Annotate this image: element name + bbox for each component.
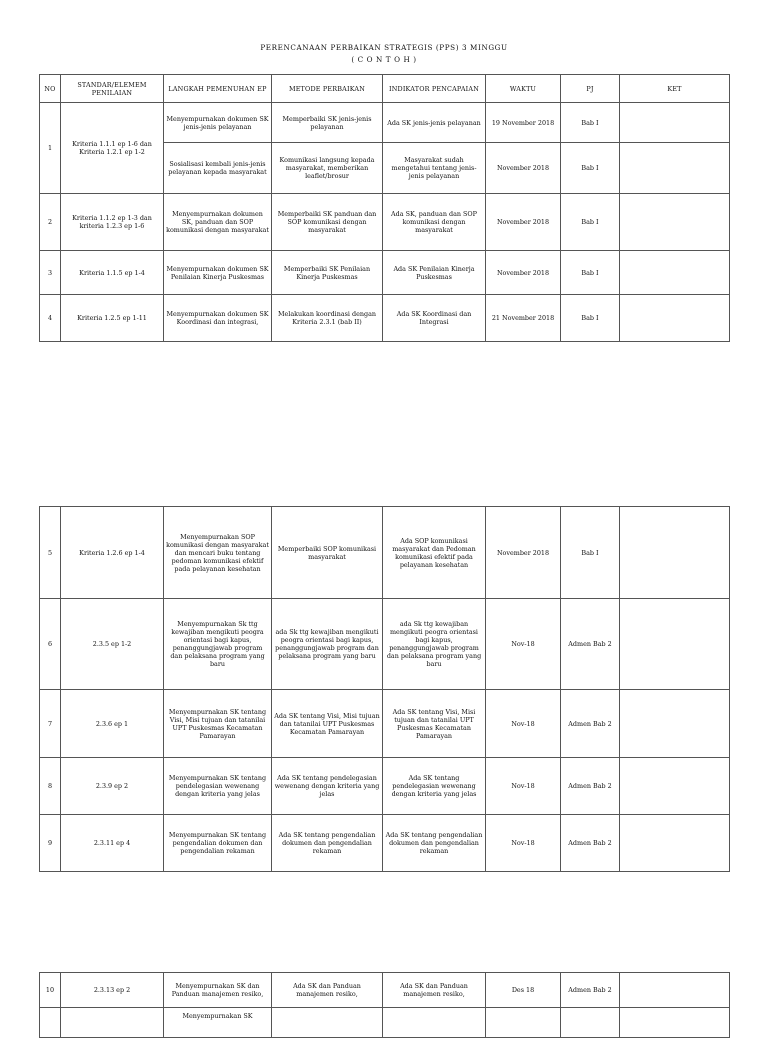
cell-no — [40, 1008, 61, 1038]
cell-metode — [272, 1008, 383, 1038]
cell-metode: Memperbaiki SK Penilaian Kinerja Puskesmas — [272, 251, 383, 295]
cell-waktu: Nov-18 — [486, 599, 561, 690]
header-metode: METODE PERBAIKAN — [272, 75, 383, 103]
cell-metode: Melakukan koordinasi dengan Kriteria 2.3.1 (bab II) — [272, 295, 383, 342]
table-row — [40, 251, 730, 295]
cell-ket — [620, 973, 730, 1008]
cell-ket — [620, 295, 730, 342]
cell-standar: Kriteria 1.2.6 ep 1-4 — [61, 507, 164, 599]
cell-waktu: Nov-18 — [486, 690, 561, 758]
cell-waktu: November 2018 — [486, 194, 561, 251]
cell-standar: 2.3.13 ep 2 — [61, 973, 164, 1008]
cell-langkah: Menyempurnakan dokumen SK Penilaian Kinerja Puskesmas — [164, 251, 272, 295]
cell-standar — [61, 1008, 164, 1038]
page-subtitle: ( C O N T O H ) — [351, 55, 417, 64]
cell-standar: 2.3.11 ep 4 — [61, 815, 164, 872]
cell-langkah: Menyempurnakan SK tentang pendelegasian wewenang dengan kriteria yang jelas — [164, 758, 272, 815]
cell-waktu: Nov-18 — [486, 758, 561, 815]
cell-indikator: Ada SK jenis-jenis pelayanan — [383, 103, 486, 143]
cell-pj: Admen Bab 2 — [561, 758, 620, 815]
cell-ket — [620, 103, 730, 143]
cell-no: 8 — [40, 758, 61, 815]
cell-standar: Kriteria 1.1.5 ep 1-4 — [61, 251, 164, 295]
cell-waktu: November 2018 — [486, 143, 561, 194]
cell-langkah: Menyempurnakan SOP komunikasi dengan masyarakat dan mencari buku tentang pedoman komunikasi efektif pada pelayanan kesehatan — [164, 507, 272, 599]
cell-langkah: Menyempurnakan dokumen SK Koordinasi dan integrasi, — [164, 295, 272, 342]
cell-indikator: Ada SK tentang pendelegasian wewenang dengan kriteria yang jelas — [383, 758, 486, 815]
pps-table-section-2 — [39, 506, 730, 872]
cell-pj — [561, 1008, 620, 1038]
cell-ket — [620, 507, 730, 599]
cell-metode: Memperbaiki SOP komunikasi masyarakat — [272, 507, 383, 599]
cell-no: 10 — [40, 973, 61, 1008]
cell-waktu: Des 18 — [486, 973, 561, 1008]
header-no: NO — [40, 75, 61, 103]
header-waktu: WAKTU — [486, 75, 561, 103]
cell-indikator: Masyarakat sudah mengetahui tentang jenis-jenis pelayanan — [383, 143, 486, 194]
cell-ket — [620, 251, 730, 295]
page-title: PERENCANAAN PERBAIKAN STRATEGIS (PPS) 3 MINGGU — [260, 43, 508, 52]
cell-ket — [620, 815, 730, 872]
cell-pj: Bab I — [561, 507, 620, 599]
cell-ket — [620, 599, 730, 690]
table-row — [40, 1008, 730, 1038]
cell-no: 5 — [40, 507, 61, 599]
cell-waktu: Nov-18 — [486, 815, 561, 872]
cell-metode: Memperbaiki SK jenis-jenis pelayanan — [272, 103, 383, 143]
table-row — [40, 507, 730, 599]
header-pj: PJ — [561, 75, 620, 103]
cell-indikator: Ada SK Penilaian Kinerja Puskesmas — [383, 251, 486, 295]
cell-langkah: Menyempurnakan SK tentang Visi, Misi tujuan dan tatanilai UPT Puskesmas Kecamatan Pamarayan — [164, 690, 272, 758]
cell-pj: Bab I — [561, 103, 620, 143]
cell-metode: Ada SK dan Panduan manajemen resiko, — [272, 973, 383, 1008]
table-row — [40, 758, 730, 815]
table-row — [40, 599, 730, 690]
cell-indikator: Ada SK tentang Visi, Misi tujuan dan tatanilai UPT Puskesmas Kecamatan Pamarayan — [383, 690, 486, 758]
table-row — [40, 194, 730, 251]
cell-ket — [620, 143, 730, 194]
cell-waktu: 21 November 2018 — [486, 295, 561, 342]
cell-ket — [620, 194, 730, 251]
cell-indikator: Ada SK Koordinasi dan Integrasi — [383, 295, 486, 342]
table-row — [40, 690, 730, 758]
cell-pj: Bab I — [561, 194, 620, 251]
cell-waktu: 19 November 2018 — [486, 103, 561, 143]
cell-metode: Ada SK tentang pendelegasian wewenang dengan kriteria yang jelas — [272, 758, 383, 815]
cell-langkah: Menyempurnakan SK dan Panduan manajemen resiko, — [164, 973, 272, 1008]
cell-langkah: Sosialisasi kembali jenis-jenis pelayanan kepada masyarakat — [164, 143, 272, 194]
cell-pj: Bab I — [561, 295, 620, 342]
cell-indikator: Ada SK tentang pengendalian dokumen dan pengendalian rekaman — [383, 815, 486, 872]
header-standar: STANDAR/ELEMEM PENILAIAN — [61, 75, 164, 103]
cell-waktu — [486, 1008, 561, 1038]
cell-no: 2 — [40, 194, 61, 251]
cell-standar: 2.3.9 ep 2 — [61, 758, 164, 815]
cell-standar: 2.3.5 ep 1-2 — [61, 599, 164, 690]
cell-indikator: Ada SOP komunikasi masyarakat dan Pedoman komunikasi efektif pada pelayanan kesehatan — [383, 507, 486, 599]
cell-pj: Admen Bab 2 — [561, 815, 620, 872]
cell-pj: Admen Bab 2 — [561, 973, 620, 1008]
cell-ket — [620, 1008, 730, 1038]
cell-no: 6 — [40, 599, 61, 690]
cell-indikator — [383, 1008, 486, 1038]
cell-langkah: Menyempurnakan SK — [164, 1008, 272, 1038]
cell-metode: Memperbaiki SK panduan dan SOP komunikasi dengan masyarakat — [272, 194, 383, 251]
cell-waktu: November 2018 — [486, 507, 561, 599]
cell-langkah: Menyempurnakan SK tentang pengendalian dokumen dan pengendalian rekaman — [164, 815, 272, 872]
cell-no: 1 — [40, 103, 61, 194]
cell-standar: Kriteria 1.1.2 ep 1-3 dan kriteria 1.2.3 ep 1-6 — [61, 194, 164, 251]
cell-standar: Kriteria 1.2.5 ep 1-11 — [61, 295, 164, 342]
table-row — [40, 295, 730, 342]
cell-pj: Admen Bab 2 — [561, 690, 620, 758]
table-row — [40, 103, 730, 143]
cell-standar: Kriteria 1.1.1 ep 1-6 dan Kriteria 1.2.1 ep 1-2 — [61, 103, 164, 194]
cell-ket — [620, 690, 730, 758]
cell-no: 9 — [40, 815, 61, 872]
pps-table-section-1 — [39, 74, 730, 342]
pps-table-section-3 — [39, 972, 730, 1038]
cell-pj: Bab I — [561, 251, 620, 295]
cell-pj: Bab I — [561, 143, 620, 194]
table-row — [40, 815, 730, 872]
cell-langkah: Menyempurnakan dokumen SK, panduan dan SOP komunikasi dengan masyarakat — [164, 194, 272, 251]
cell-standar: 2.3.6 ep 1 — [61, 690, 164, 758]
header-indikator: INDIKATOR PENCAPAIAN — [383, 75, 486, 103]
cell-indikator: Ada SK dan Panduan manajemen resiko, — [383, 973, 486, 1008]
table-row — [40, 973, 730, 1008]
cell-no: 7 — [40, 690, 61, 758]
cell-metode: Ada SK tentang pengendalian dokumen dan pengendalian rekaman — [272, 815, 383, 872]
table-header-row — [40, 75, 730, 103]
cell-pj: Admen Bab 2 — [561, 599, 620, 690]
cell-indikator: Ada SK, panduan dan SOP komunikasi dengan masyarakat — [383, 194, 486, 251]
cell-metode: ada Sk ttg kewajiban mengikuti peogra orientasi bagi kapus, penanggungjawab program dan pelaksana program yang baru — [272, 599, 383, 690]
cell-langkah: Menyempurnakan Sk ttg kewajiban mengikuti peogra orientasi bagi kapus, penanggungjawab program dan pelaksana program yang baru — [164, 599, 272, 690]
cell-metode: Komunikasi langsung kepada masyarakat, memberikan leaflet/brosur — [272, 143, 383, 194]
cell-no: 4 — [40, 295, 61, 342]
cell-langkah: Menyempurnakan dokumen SK jenis-jenis pelayanan — [164, 103, 272, 143]
cell-waktu: November 2018 — [486, 251, 561, 295]
cell-ket — [620, 758, 730, 815]
cell-no: 3 — [40, 251, 61, 295]
header-langkah: LANGKAH PEMENUHAN EP — [164, 75, 272, 103]
cell-metode: Ada SK tentang Visi, Misi tujuan dan tatanilai UPT Puskesmas Kecamatan Pamarayan — [272, 690, 383, 758]
header-ket: KET — [620, 75, 730, 103]
cell-indikator: ada Sk ttg kewajiban mengikuti peogra orientasi bagi kapus, penanggungjawab program dan pelaksana program yang baru — [383, 599, 486, 690]
